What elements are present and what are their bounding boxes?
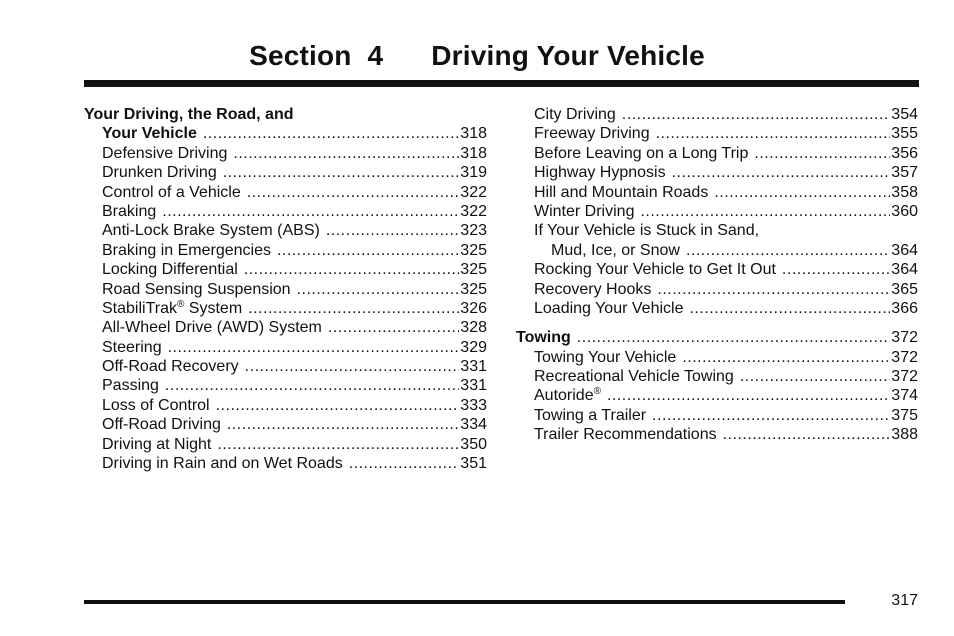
toc-entry-title: Winter Driving [534,202,635,220]
dot-leader [223,163,460,182]
toc-entry[interactable] [516,105,918,124]
dot-leader [277,241,459,260]
toc-entry-title: Defensive Driving [102,144,228,162]
toc-entry-title: Towing Your Vehicle [534,348,677,366]
toc-entry-page: 375 [891,406,918,424]
toc-entry-page: 334 [460,416,487,434]
dot-leader [652,406,890,425]
dot-leader [297,280,460,299]
toc-entry[interactable] [516,183,918,202]
dot-leader [328,318,459,337]
toc-entry-page: 388 [891,426,918,444]
toc-entry-page: 325 [460,280,487,298]
toc-entry-page: 360 [891,202,918,220]
toc-entry[interactable] [84,357,487,376]
toc-entry-title: Your Vehicle [102,125,197,143]
toc-entry-page: 326 [460,299,487,317]
dot-leader [227,415,459,434]
toc-entry[interactable] [516,348,918,367]
toc-entry[interactable] [516,221,918,240]
toc-entry-title: Trailer Recommendations [534,426,717,444]
dot-leader [165,376,459,395]
toc-entry-title: Driving at Night [102,435,212,453]
dot-leader [326,221,459,240]
toc-entry-title: Your Driving, the Road, and [84,106,294,123]
toc-entry[interactable] [84,105,487,124]
toc-entry[interactable] [516,280,918,299]
dot-leader [622,105,891,124]
toc-entry-page: 357 [891,164,918,182]
toc-entry-title: Loading Your Vehicle [534,299,684,317]
toc-entry[interactable] [516,260,918,279]
page-number: 317 [891,592,918,609]
dot-leader [217,435,459,454]
toc-entry-title: Anti-Lock Brake System (ABS) [102,222,320,240]
toc-column-right [516,105,918,445]
toc-entry-title: Braking in Emergencies [102,241,271,259]
dot-leader [723,425,891,444]
toc-entry[interactable] [84,260,487,279]
toc-entry-title: Freeway Driving [534,125,650,143]
toc-entry-page: 329 [460,338,487,356]
toc-entry[interactable] [84,202,487,221]
toc-entry-page: 355 [891,125,918,143]
toc-entry-title: Control of a Vehicle [102,183,241,201]
toc-entry[interactable] [516,124,918,143]
toc-entry[interactable] [516,425,918,444]
dot-leader [682,348,890,367]
toc-entry[interactable] [516,241,918,260]
registered-mark: ® [176,298,185,310]
toc-entry-page: 322 [460,183,487,201]
toc-entry[interactable] [84,299,487,318]
toc-entry-title: Road Sensing Suspension [102,280,291,298]
toc-entry-title: Steering [102,338,162,356]
toc-entry-page: 325 [460,261,487,279]
section-title: Section 4 Driving Your Vehicle [249,40,705,71]
dot-leader [607,386,890,405]
toc-entry-page: 358 [891,183,918,201]
dot-leader [714,183,890,202]
toc-entry[interactable] [84,183,487,202]
footer-rule [84,600,845,604]
toc-entry-page: 318 [460,125,487,143]
dot-leader [782,260,890,279]
dot-leader [689,299,890,318]
toc-entry[interactable] [84,376,487,395]
toc-entry-title: Locking Differential [102,261,238,279]
toc-entry-title: Braking [102,202,157,220]
toc-entry-page: 325 [460,241,487,259]
toc-entry[interactable] [516,328,918,347]
dot-leader [656,124,891,143]
toc-entry-page: 323 [460,222,487,240]
toc-entry[interactable] [516,367,918,386]
toc-entry-title: City Driving [534,106,616,123]
toc-entry-page: 319 [460,164,487,182]
toc-entry-page: 351 [460,455,487,473]
toc-entry-title: If Your Vehicle is Stuck in Sand, [534,222,760,240]
dot-leader [247,183,460,202]
dot-leader [216,396,460,415]
toc-entry[interactable] [516,202,918,221]
toc-entry[interactable] [516,144,918,163]
toc-entry-title: Driving in Rain and on Wet Roads [102,455,343,473]
toc-entry-page: 365 [891,280,918,298]
toc-entry-page: 374 [891,387,918,405]
toc-entry-title: Towing a Trailer [534,406,647,424]
toc-entry-title: Mud, Ice, or Snow [551,241,680,259]
dot-leader [244,260,460,279]
toc-entry-page: 372 [891,368,918,386]
dot-leader [577,328,891,347]
toc-entry[interactable] [84,454,487,473]
toc-entry-page: 322 [460,202,487,220]
toc-entry-title: Off-Road Driving [102,416,221,434]
dot-leader [162,202,459,221]
toc-entry-page: 328 [460,319,487,337]
toc-entry-page: 356 [891,144,918,162]
toc-entry[interactable] [84,318,487,337]
toc-entry-page: 364 [891,241,918,259]
toc-entry[interactable] [84,280,487,299]
toc-entry-title: Towing [516,329,571,347]
toc-entry[interactable] [516,386,918,405]
toc-entry[interactable] [84,221,487,240]
toc-entry-title: Hill and Mountain Roads [534,183,709,201]
toc-entry[interactable] [84,396,487,415]
toc-entry-title: Rocking Your Vehicle to Get It Out [534,261,776,279]
toc-entry-page: 318 [460,144,487,162]
toc-entry-title: Autoride® [534,386,601,405]
toc-entry[interactable] [84,163,487,182]
dot-leader [248,299,459,318]
dot-leader [233,144,459,163]
toc-entry-title: Passing [102,377,159,395]
dot-leader [349,454,460,473]
toc-entry-page: 366 [891,299,918,317]
dot-leader [203,124,459,143]
dot-leader [740,367,890,386]
toc-entry-page: 364 [891,261,918,279]
toc-entry[interactable] [84,338,487,357]
section-gap [516,318,918,328]
toc-column-left [84,105,487,473]
toc-entry-page: 354 [891,106,918,123]
toc-entry-title: Loss of Control [102,396,210,414]
toc-entry-title: StabiliTrak® System [102,298,243,317]
toc-entry[interactable] [84,241,487,260]
toc-entry-title: Off-Road Recovery [102,358,239,376]
toc-entry[interactable] [516,299,918,318]
toc-entry-page: 372 [891,329,918,347]
toc-entry-page: 333 [460,396,487,414]
dot-leader [245,357,460,376]
toc-entry-page: 331 [460,358,487,376]
dot-leader [754,144,890,163]
title-rule [84,80,919,87]
dot-leader [672,163,891,182]
registered-mark: ® [593,386,601,398]
toc-entry[interactable] [84,124,487,143]
toc-entry[interactable] [84,415,487,434]
dot-leader [640,202,890,221]
dot-leader [686,241,890,260]
toc-entry-title: Before Leaving on a Long Trip [534,144,749,162]
toc-entry-title: Recovery Hooks [534,280,652,298]
toc-entry[interactable] [516,406,918,425]
dot-leader [657,280,890,299]
toc-entry-page: 350 [460,435,487,453]
toc-entry[interactable] [84,435,487,454]
toc-entry-title: Recreational Vehicle Towing [534,368,734,386]
toc-entry-title: Highway Hypnosis [534,164,666,182]
toc-entry-title: All-Wheel Drive (AWD) System [102,319,322,337]
toc-entry[interactable] [516,163,918,182]
dot-leader [168,338,460,357]
toc-entry-page: 372 [891,348,918,366]
toc-entry-page: 331 [460,377,487,395]
toc-entry-title: Drunken Driving [102,164,217,182]
toc-entry[interactable] [84,144,487,163]
